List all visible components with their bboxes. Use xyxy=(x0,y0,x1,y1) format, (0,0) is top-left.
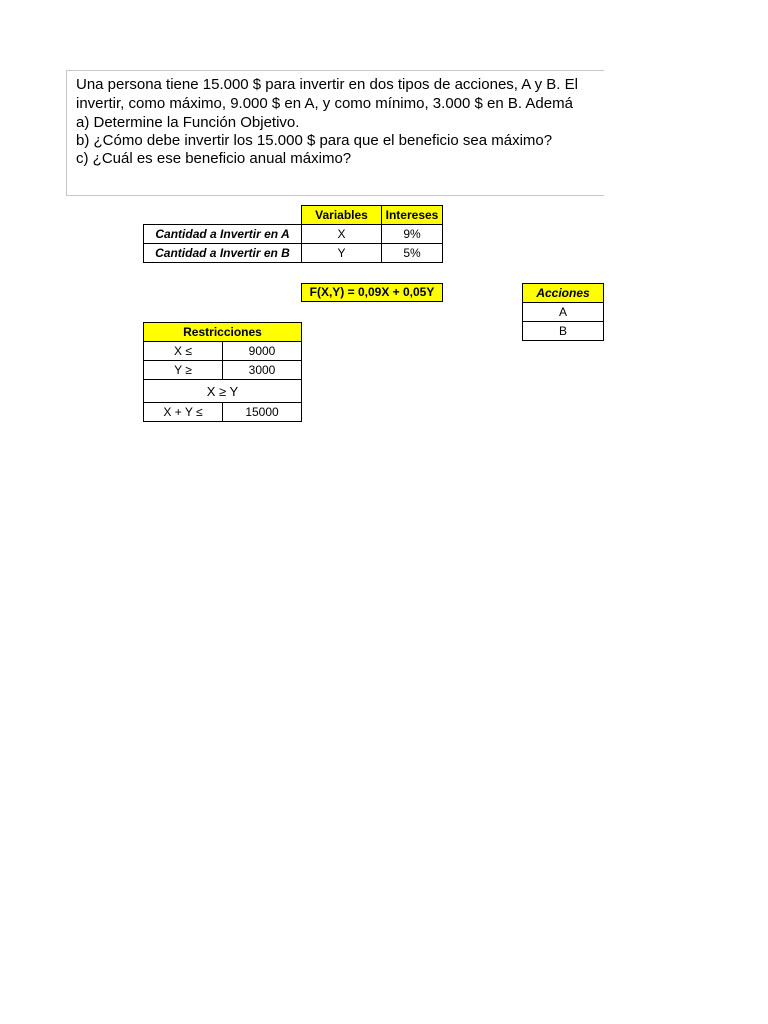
interest-cell[interactable]: 9% xyxy=(382,225,443,244)
header-acciones[interactable]: Acciones xyxy=(523,284,604,303)
variables-table xyxy=(143,205,443,263)
table-row xyxy=(523,303,604,322)
objective-function-cell[interactable]: F(X,Y) = 0,09X + 0,05Y xyxy=(301,283,443,302)
header-variables[interactable]: Variables xyxy=(302,206,382,225)
problem-line: b) ¿Cómo debe invertir los 15.000 $ para que el beneficio sea máximo? xyxy=(76,132,553,149)
constraint-lhs[interactable]: Y ≥ xyxy=(144,361,223,380)
problem-line: c) ¿Cuál es ese beneficio anual máximo? xyxy=(76,150,352,167)
problem-line: invertir, como máximo, 9.000 $ en A, y como mínimo, 3.000 $ en B. Ademá xyxy=(76,95,573,112)
constraint-lhs[interactable]: X + Y ≤ xyxy=(144,403,223,422)
problem-line: Una persona tiene 15.000 $ para invertir en dos tipos de acciones, A y B. El xyxy=(76,76,578,93)
constraint-rhs[interactable]: 15000 xyxy=(223,403,302,422)
variable-cell[interactable]: Y xyxy=(302,244,382,263)
problem-statement-box xyxy=(66,70,604,196)
variable-cell[interactable]: X xyxy=(302,225,382,244)
table-row xyxy=(523,322,604,341)
header-intereses[interactable]: Intereses xyxy=(382,206,443,225)
constraint-lhs[interactable]: X ≤ xyxy=(144,342,223,361)
acciones-cell[interactable]: A xyxy=(523,303,604,322)
row-label[interactable]: Cantidad a Invertir en A xyxy=(144,225,302,244)
empty-cell xyxy=(144,206,302,225)
restricciones-table xyxy=(143,322,302,422)
interest-cell[interactable]: 5% xyxy=(382,244,443,263)
constraint-rhs[interactable]: 9000 xyxy=(223,342,302,361)
acciones-cell[interactable]: B xyxy=(523,322,604,341)
acciones-table xyxy=(522,283,604,341)
table-row xyxy=(144,380,302,403)
problem-line: a) Determine la Función Objetivo. xyxy=(76,114,300,131)
table-row xyxy=(144,244,443,263)
table-header-row xyxy=(144,206,443,225)
table-row xyxy=(144,342,302,361)
table-row xyxy=(144,403,302,422)
header-restricciones[interactable]: Restricciones xyxy=(144,323,302,342)
table-header-row xyxy=(523,284,604,303)
table-row xyxy=(144,225,443,244)
table-header-row xyxy=(144,323,302,342)
constraint-merged[interactable]: X ≥ Y xyxy=(144,380,302,403)
constraint-rhs[interactable]: 3000 xyxy=(223,361,302,380)
table-row xyxy=(144,361,302,380)
row-label[interactable]: Cantidad a Invertir en B xyxy=(144,244,302,263)
